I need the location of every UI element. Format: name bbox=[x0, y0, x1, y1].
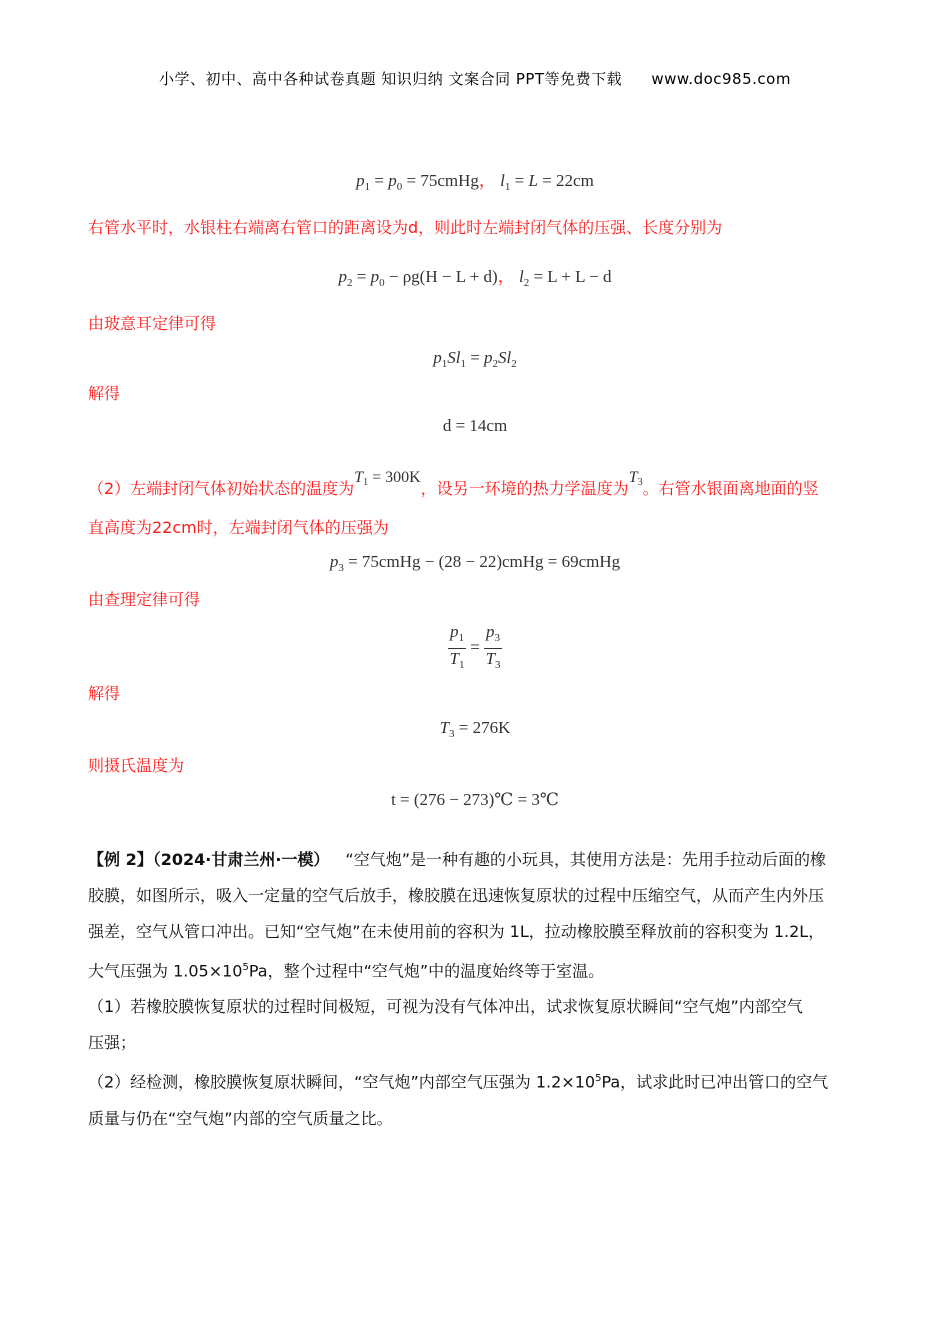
t4-T1-val: = 300K bbox=[368, 469, 421, 486]
f1-sep: ， bbox=[478, 171, 496, 190]
solution-text-4 bbox=[88, 460, 868, 507]
f3-c: p bbox=[484, 348, 493, 367]
t4-a: （2）左端封闭气体初始状态的温度为 bbox=[88, 479, 355, 498]
f6-d1-sub: 1 bbox=[458, 659, 465, 671]
f6-n1-sub: 1 bbox=[458, 632, 464, 644]
f6-n2: p bbox=[486, 622, 495, 641]
example2-p1-line4b: Pa，整个过程中“空气炮”中的温度始终等于室温。 bbox=[248, 961, 605, 981]
f2-rest: − ρg(H − L + d) bbox=[384, 267, 498, 286]
f6-d1: T bbox=[449, 649, 459, 668]
formula-8 bbox=[0, 790, 950, 810]
example2-p1-line4a: 大气压强为 1.05×10 bbox=[88, 961, 243, 981]
f2-sep: ， bbox=[497, 267, 515, 286]
f1-rest3: = 22cm bbox=[537, 171, 594, 190]
example2-p1-line4 bbox=[88, 950, 868, 989]
solution-text-7: 解得 bbox=[88, 684, 121, 703]
f1-c-sub: 1 bbox=[504, 181, 511, 193]
f6-d2: T bbox=[485, 649, 496, 668]
formula-6 bbox=[0, 622, 950, 675]
solution-text-1: 右管水平时，水银柱右端离右管口的距离设为d，则此时左端封闭气体的压强、长度分别为 bbox=[88, 218, 723, 237]
f8-text: t = (276 − 273)℃ = 3℃ bbox=[391, 790, 559, 809]
f6-d2-sub: 3 bbox=[495, 659, 501, 671]
f1-c: l bbox=[500, 171, 505, 190]
example2-tag: 【例 2】 bbox=[88, 850, 153, 869]
header-site: www.doc985.com bbox=[651, 70, 791, 88]
f4-text: d = 14cm bbox=[442, 416, 508, 435]
f1-b: p bbox=[388, 171, 397, 190]
f2-rest2: = L + L − d bbox=[529, 267, 612, 286]
f2-b-sub: 0 bbox=[379, 277, 385, 289]
solution-text-3: 解得 bbox=[88, 384, 121, 403]
f1-d: L bbox=[528, 171, 538, 190]
page-header bbox=[0, 68, 950, 89]
example2-line-1 bbox=[88, 842, 868, 878]
f2-eq: = bbox=[352, 267, 371, 286]
t4-c: 。右管水银面离地面的竖 bbox=[642, 479, 819, 498]
example2-q2-line1b: Pa，试求此时已冲出管口的空气 bbox=[601, 1072, 829, 1092]
f1-rest: = 75cmHg bbox=[402, 171, 479, 190]
f1-eq: = bbox=[370, 171, 389, 190]
example2-p1-line3: 强差，空气从管口冲出。已知“空气炮”在未使用前的容积为 1L，拉动橡胶膜至释放前的容积变为 1.2L， bbox=[88, 922, 825, 941]
solution-text-5: 直高度为22cm时，左端封闭气体的压强为 bbox=[88, 518, 389, 537]
f3-eq: = bbox=[465, 348, 485, 367]
formula-5 bbox=[0, 552, 950, 574]
f3-c-sub: 2 bbox=[492, 358, 499, 370]
f7-rest: = 276K bbox=[454, 718, 511, 737]
example2-q2-line2: 质量与仍在“空气炮”内部的空气质量之比。 bbox=[88, 1108, 393, 1128]
f3-a: p bbox=[433, 348, 442, 367]
solution-text-2: 由玻意耳定律可得 bbox=[88, 314, 217, 333]
f5-a: p bbox=[329, 552, 339, 571]
f5-a-sub: 3 bbox=[338, 562, 344, 574]
t4-T3-sub: 3 bbox=[637, 477, 643, 488]
f6-n1: p bbox=[449, 622, 459, 641]
example2-block bbox=[88, 842, 868, 1137]
f7-a: T bbox=[439, 718, 450, 737]
example2-q1-line1: （1）若橡胶膜恢复原状的过程时间极短，可视为没有气体冲出，试求恢复原状瞬间“空气炮”内部空气 bbox=[88, 997, 803, 1017]
example2-source: （2024·甘肃兰州·一模） bbox=[152, 850, 330, 869]
example2-q1-line2: 压强； bbox=[88, 1033, 137, 1053]
f6-n2-sub: 3 bbox=[494, 632, 501, 644]
f1-rest2: = bbox=[510, 171, 529, 190]
f2-c-sub: 2 bbox=[523, 277, 530, 289]
f2-c: l bbox=[518, 267, 524, 286]
formula-4 bbox=[0, 416, 950, 436]
f2-a-sub: 2 bbox=[347, 277, 353, 289]
example2-q2-line1 bbox=[88, 1061, 868, 1100]
f6-eq: = bbox=[465, 637, 485, 657]
f2-b: p bbox=[370, 267, 380, 286]
f2-a: p bbox=[338, 267, 348, 286]
f3-a-sub: 1 bbox=[441, 358, 448, 370]
t4-T1: T bbox=[354, 469, 364, 486]
f3-b-sub: 1 bbox=[460, 358, 466, 370]
f7-a-sub: 3 bbox=[449, 728, 455, 740]
example2-p1-line4-sup: 5 bbox=[242, 962, 249, 973]
f6-frac-left bbox=[448, 622, 466, 675]
t4-T3: T bbox=[628, 469, 638, 486]
example2-p1-line1: “空气炮”是一种有趣的小玩具，其使用方法是：先用手拉动后面的橡 bbox=[345, 850, 827, 869]
solution-text-8: 则摄氏温度为 bbox=[88, 756, 185, 775]
header-text: 小学、初中、高中各种试卷真题 知识归纳 文案合同 PPT等免费下载 bbox=[159, 70, 623, 88]
f6-frac-right bbox=[484, 622, 502, 675]
f5-rest: = 75cmHg − (28 − 22)cmHg = 69cmHg bbox=[343, 552, 621, 571]
solution-text-6: 由查理定律可得 bbox=[88, 590, 201, 609]
example2-q2-line1-sup: 5 bbox=[595, 1073, 602, 1085]
formula-3 bbox=[0, 348, 950, 370]
f1-a: p bbox=[356, 171, 365, 190]
f3-d-sub: 2 bbox=[511, 358, 517, 370]
f1-a-sub: 1 bbox=[364, 181, 371, 193]
f3-b: Sl bbox=[447, 348, 461, 367]
example2-p1-line2: 胶膜，如图所示，吸入一定量的空气后放手，橡胶膜在迅速恢复原状的过程中压缩空气，从而产生内外压 bbox=[88, 886, 825, 905]
t4-T1-sub: 1 bbox=[363, 477, 369, 488]
formula-2 bbox=[0, 262, 950, 289]
formula-7 bbox=[0, 718, 950, 740]
f3-d: Sl bbox=[498, 348, 512, 367]
example2-q2-line1a: （2）经检测，橡胶膜恢复原状瞬间，“空气炮”内部空气压强为 1.2×10 bbox=[88, 1072, 596, 1092]
t4-b: ，设另一环境的热力学温度为 bbox=[420, 479, 629, 498]
formula-1 bbox=[0, 166, 950, 193]
f1-b-sub: 0 bbox=[396, 181, 403, 193]
